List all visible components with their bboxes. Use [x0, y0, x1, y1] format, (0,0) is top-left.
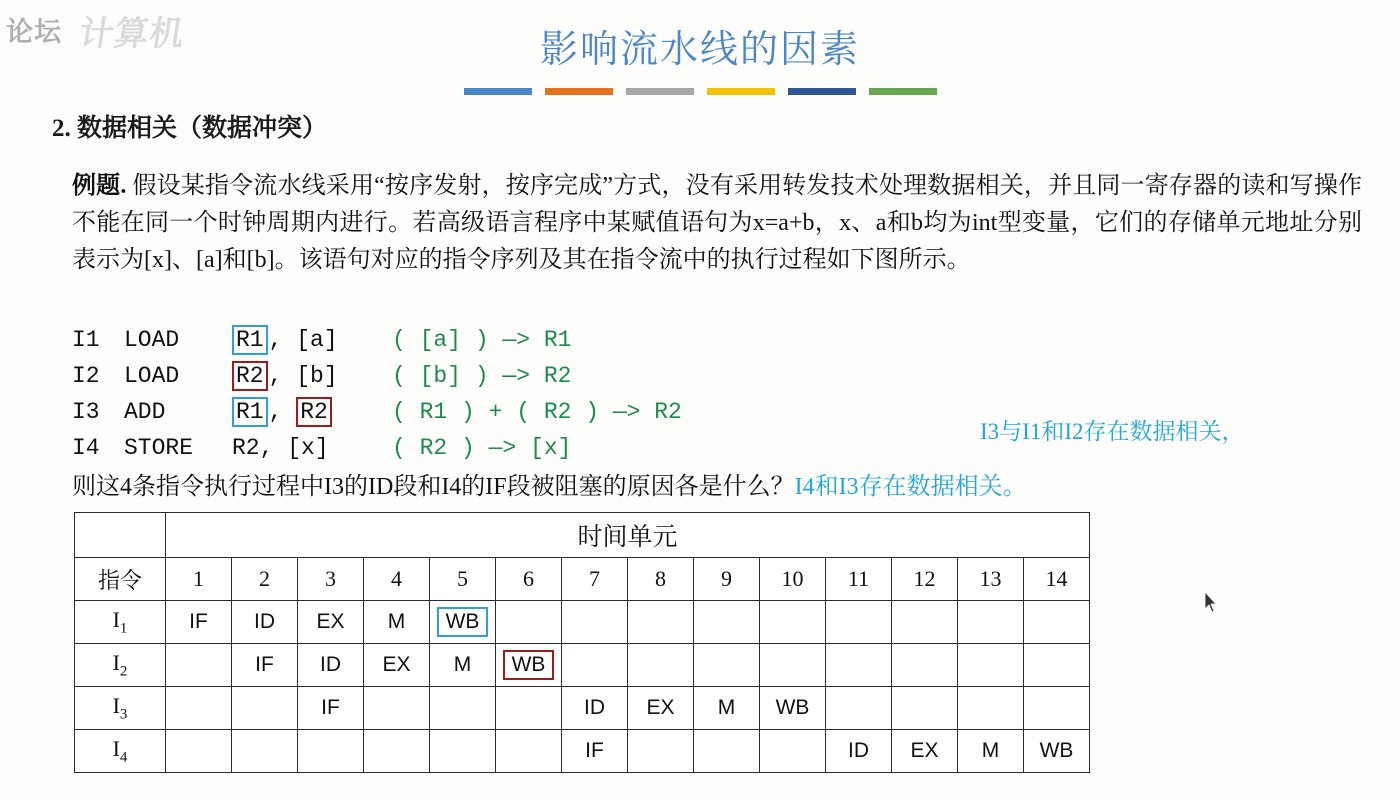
cycle-header-cell: 5 — [430, 558, 496, 601]
pipeline-stage-cell: ID — [298, 644, 364, 687]
highlighted-stage: WB — [437, 607, 489, 637]
pipeline-stage-cell — [562, 601, 628, 644]
title-bar-3 — [626, 88, 694, 95]
pipeline-stage-cell: IF — [232, 644, 298, 687]
instruction-label: I3 — [72, 399, 100, 425]
table-row — [75, 730, 1090, 773]
pipeline-stage-cell — [628, 730, 694, 773]
pipeline-stage-cell — [892, 601, 958, 644]
section-heading: 2. 数据相关（数据冲突） — [52, 115, 328, 142]
question-text: 则这4条指令执行过程中I3的ID段和I4的IF段被阻塞的原因各是什么？ — [72, 474, 795, 500]
question-line — [72, 466, 1027, 501]
pipeline-stage-cell — [1024, 601, 1090, 644]
pipeline-stage-cell — [958, 687, 1024, 730]
pipeline-stage-cell: IF — [166, 601, 232, 644]
operand-2: R2 — [296, 397, 332, 427]
title-bar-6 — [869, 88, 937, 95]
operand-1: R1 — [232, 397, 268, 427]
instruction-opcode: ADD — [124, 399, 166, 425]
instruction-operands — [232, 358, 392, 394]
pipeline-stage-cell — [298, 730, 364, 773]
instruction-index: 4 — [119, 749, 128, 766]
instruction-comment: ( R1 ) + ( R2 ) —> R2 — [392, 399, 682, 425]
instruction-opcode: STORE — [124, 435, 194, 461]
pipeline-stage-cell — [496, 644, 562, 687]
pipeline-stage-cell: M — [364, 601, 430, 644]
table-row — [75, 601, 1090, 644]
operand-2: [x] — [287, 435, 329, 461]
pipeline-stage-cell — [166, 644, 232, 687]
instruction-label: I1 — [72, 327, 100, 353]
pipeline-stage-cell — [496, 730, 562, 773]
cycle-header-cell: 9 — [694, 558, 760, 601]
cycle-header-cell: 11 — [826, 558, 892, 601]
pipeline-stage-cell — [232, 687, 298, 730]
pipeline-stage-cell — [760, 730, 826, 773]
time-unit-header: 时间单元 — [166, 513, 1090, 558]
cycle-header-cell: 4 — [364, 558, 430, 601]
instruction-comment: ( R2 ) —> [x] — [392, 435, 572, 461]
instruction-opcode: LOAD — [124, 363, 180, 389]
operand-separator: , — [268, 399, 297, 425]
instruction-label: I2 — [72, 363, 100, 389]
pipeline-stage-cell: ID — [232, 601, 298, 644]
instruction-listing — [72, 322, 682, 466]
cycle-header-cell: 13 — [958, 558, 1024, 601]
title-bar-1 — [464, 88, 532, 95]
instruction-row — [72, 358, 682, 394]
pipeline-stage-cell — [430, 730, 496, 773]
instruction-index: 2 — [119, 663, 128, 680]
annotation-note: I3与I1和I2存在数据相关， — [980, 419, 1245, 444]
pipeline-stage-cell — [892, 644, 958, 687]
instruction-label: I4 — [72, 435, 100, 461]
instruction-operands — [232, 322, 392, 358]
instruction-opcode: LOAD — [124, 327, 180, 353]
cycle-header-cell: 8 — [628, 558, 694, 601]
pipeline-stage-cell — [232, 730, 298, 773]
instruction-index: 1 — [119, 620, 128, 637]
instruction-index: 3 — [119, 706, 128, 723]
instruction-row — [72, 430, 682, 466]
instruction-comment: ( [a] ) —> R1 — [392, 327, 572, 353]
pipeline-stage-cell — [430, 601, 496, 644]
pipeline-table-wrap — [74, 512, 1090, 773]
watermark-text-2: 计算机 — [76, 16, 188, 53]
cycle-header-cell: 14 — [1024, 558, 1090, 601]
cycle-header-cell: 7 — [562, 558, 628, 601]
example-body: 假设某指令流水线采用“按序发射，按序完成”方式，没有采用转发技术处理数据相关，并且同一寄存器的读和写操作不能在同一个时钟周期内进行。若高级语言程序中某赋值语句为x=a+b，x、a和b均为int型变量，它们的存储单元地址分别表示为[x]、[a]和[b]。该语句对应的指令序列及其在指令流中的执行过程如下图所示。 — [72, 173, 1363, 273]
pipeline-stage-cell: ID — [826, 730, 892, 773]
pipeline-stage-cell: WB — [760, 687, 826, 730]
pipeline-stage-cell — [826, 687, 892, 730]
operand-separator: , — [268, 363, 297, 389]
pipeline-stage-cell: EX — [628, 687, 694, 730]
cycle-header-cell: 12 — [892, 558, 958, 601]
instruction-operands — [232, 430, 392, 466]
cycle-header-cell: 10 — [760, 558, 826, 601]
highlighted-stage: WB — [503, 650, 555, 680]
pipeline-stage-cell — [166, 687, 232, 730]
pipeline-stage-cell — [892, 687, 958, 730]
operand-2: [b] — [296, 363, 338, 389]
pipeline-stage-cell: EX — [364, 644, 430, 687]
pipeline-stage-cell — [628, 601, 694, 644]
title-bar-2 — [545, 88, 613, 95]
title-bar-5 — [788, 88, 856, 95]
pipeline-stage-cell — [496, 687, 562, 730]
answer-inline: I4和I3存在数据相关。 — [794, 474, 1027, 500]
title-bar-4 — [707, 88, 775, 95]
pipeline-stage-cell — [694, 601, 760, 644]
operand-2: [a] — [296, 327, 338, 353]
pipeline-stage-cell — [562, 644, 628, 687]
row-instruction-name: $I_4$ — [75, 730, 166, 773]
instruction-row — [72, 394, 682, 430]
pipeline-stage-cell — [496, 601, 562, 644]
watermark-text-1: 论坛 — [6, 17, 62, 47]
operand-1: R1 — [232, 325, 268, 355]
pipeline-stage-cell — [1024, 644, 1090, 687]
pipeline-stage-cell: EX — [892, 730, 958, 773]
pipeline-stage-cell: EX — [298, 601, 364, 644]
cycle-header-cell: 2 — [232, 558, 298, 601]
pipeline-stage-cell — [694, 644, 760, 687]
pipeline-stage-cell: ID — [562, 687, 628, 730]
pipeline-table — [74, 512, 1090, 773]
mouse-cursor — [1205, 592, 1219, 614]
table-row — [75, 644, 1090, 687]
row-instruction-name: $I_2$ — [75, 644, 166, 687]
title-underline-bars — [0, 88, 1400, 95]
pipeline-stage-cell — [694, 730, 760, 773]
pipeline-stage-cell — [826, 644, 892, 687]
instruction-operands — [232, 394, 392, 430]
pipeline-stage-cell — [958, 644, 1024, 687]
example-label: 例题. — [72, 173, 127, 199]
pipeline-stage-cell: M — [958, 730, 1024, 773]
operand-1: R2 — [232, 435, 260, 461]
operand-separator: , — [259, 435, 288, 461]
pipeline-stage-cell — [826, 601, 892, 644]
table-corner-cell — [75, 513, 166, 558]
cycle-header-cell: 6 — [496, 558, 562, 601]
instruction-column-header: 指令 — [75, 558, 166, 601]
row-instruction-name: $I_3$ — [75, 687, 166, 730]
pipeline-stage-cell: WB — [1024, 730, 1090, 773]
pipeline-stage-cell — [430, 687, 496, 730]
operand-separator: , — [268, 327, 297, 353]
pipeline-stage-cell — [364, 730, 430, 773]
page-title: 影响流水线的因素 — [539, 29, 860, 71]
table-cycle-row — [75, 558, 1090, 601]
row-instruction-name: $I_1$ — [75, 601, 166, 644]
pipeline-stage-cell: IF — [562, 730, 628, 773]
pipeline-stage-cell: IF — [298, 687, 364, 730]
pipeline-stage-cell — [628, 644, 694, 687]
pipeline-stage-cell: M — [694, 687, 760, 730]
pipeline-stage-cell: M — [430, 644, 496, 687]
pipeline-stage-cell — [364, 687, 430, 730]
instruction-comment: ( [b] ) —> R2 — [392, 363, 572, 389]
table-header-row — [75, 513, 1090, 558]
cycle-header-cell: 1 — [166, 558, 232, 601]
example-paragraph — [72, 168, 1362, 279]
pipeline-stage-cell — [958, 601, 1024, 644]
pipeline-stage-cell — [1024, 687, 1090, 730]
pipeline-stage-cell — [760, 644, 826, 687]
operand-1: R2 — [232, 361, 268, 391]
instruction-row — [72, 322, 682, 358]
table-row — [75, 687, 1090, 730]
pipeline-stage-cell — [166, 730, 232, 773]
pipeline-stage-cell — [760, 601, 826, 644]
cycle-header-cell: 3 — [298, 558, 364, 601]
